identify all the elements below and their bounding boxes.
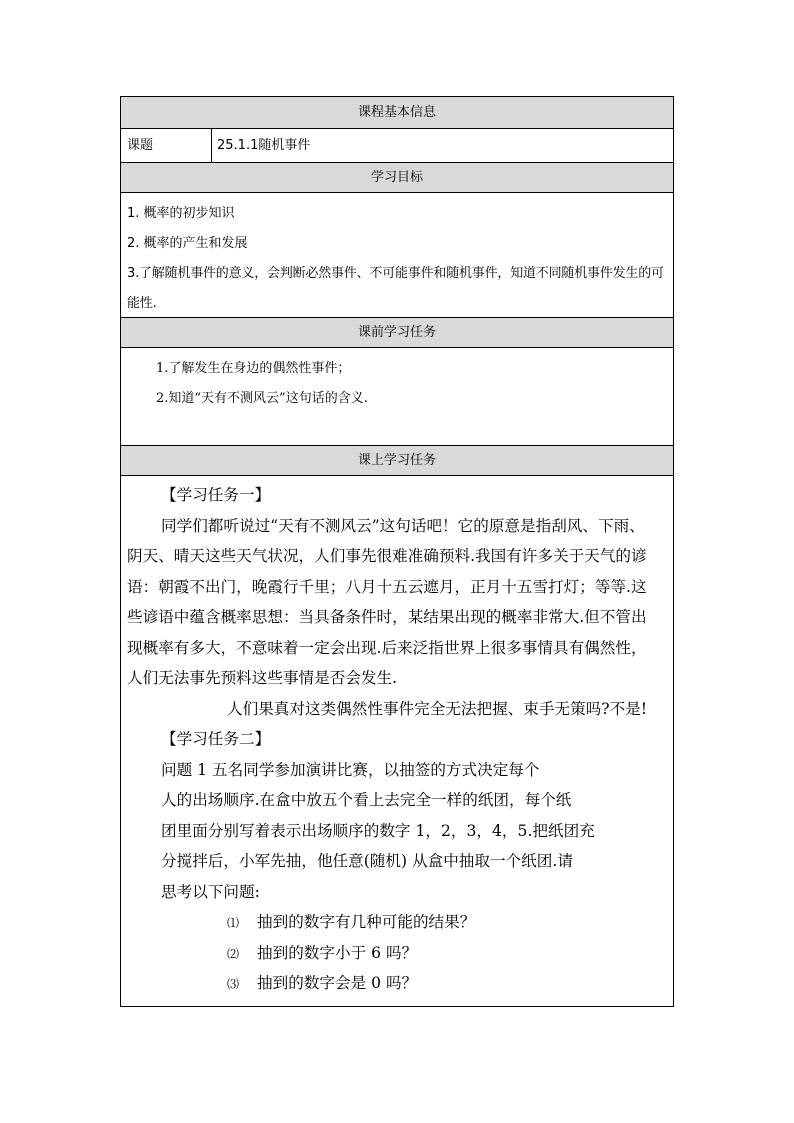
task1-paragraph-line: 些谚语中蕴含概率思想：当具备条件时，某结果出现的概率非常大.但不管出 (127, 608, 647, 626)
in-class-section (121, 476, 673, 1007)
question-item (127, 907, 667, 938)
objective-item: 3.了解随机事件的意义，会判断必然事件、不可能事件和随机事件，知道不同随机事件发生的可能性. (127, 266, 664, 311)
task2-paragraph-line: 团里面分别写着表示出场顺序的数字 1，2，3，4，5.把纸团充 (161, 821, 595, 840)
task1-paragraph-line: 同学们都听说过“天有不测风云”这句话吧！它的原意是指刮风、下雨、 (161, 516, 645, 535)
task1-paragraph-line: 语：朝霞不出门，晚霞行千里；八月十五云遮月，正月十五雪打灯；等等.这 (127, 577, 647, 596)
task1-question: 人们果真对这类偶然性事件完全无法把握、束手无策吗?不是! (227, 699, 648, 718)
pre-class-section (121, 348, 673, 446)
task1-paragraph-line: 阴天、晴天这些天气状况，人们事先很难准确预料.我国有许多关于天气的谚 (127, 547, 647, 565)
course-info-header: 课程基本信息 (121, 97, 673, 129)
task2-paragraph-line: 分搅拌后，小军先抽，他任意(随机) 从盒中抽取一个纸团.请 (161, 852, 573, 870)
task2-paragraph-line: 人的出场顺序.在盒中放五个看上去完全一样的纸团，每个纸 (161, 791, 572, 809)
objectives-section (121, 193, 673, 318)
pre-class-item: 1.了解发生在身边的偶然性事件； (156, 361, 351, 376)
objective-item: 2. 概率的产生和发展 (127, 236, 248, 251)
pre-class-header: 课前学习任务 (121, 318, 673, 348)
topic-label: 课题 (121, 129, 212, 162)
task1-paragraph-line: 人们无法事先预料这些事情是否会发生. (127, 669, 398, 687)
topic-row (121, 129, 673, 163)
question-item (127, 938, 667, 969)
lesson-plan-table (120, 96, 674, 1007)
question-item (127, 968, 667, 999)
task2-paragraph-line: 思考以下问题: (161, 882, 260, 901)
task1-paragraph-line: 现概率有多大，不意味着一定会出现.后来泛指世界上很多事情具有偶然性， (127, 638, 647, 657)
pre-class-item: 2.知道“天有不测风云”这句话的含义. (156, 391, 368, 406)
in-class-header: 课上学习任务 (121, 446, 673, 476)
topic-value: 25.1.1随机事件 (217, 138, 311, 153)
question-text: 抽到的数字小于 6 吗？ (257, 943, 418, 962)
question-text: 抽到的数字会是 0 吗？ (257, 974, 418, 992)
question-number: ⑴ (227, 916, 240, 930)
task1-title: 【学习任务一】 (161, 486, 271, 504)
task2-title: 【学习任务二】 (161, 730, 271, 748)
task2-paragraph-line: 问题 1 五名同学参加演讲比赛，以抽签的方式决定每个 (161, 760, 540, 779)
question-number: ⑵ (227, 946, 240, 961)
objectives-header: 学习目标 (121, 163, 673, 193)
question-text: 抽到的数字有几种可能的结果？ (257, 913, 476, 931)
objective-item: 1. 概率的初步知识 (127, 206, 235, 221)
question-number: ⑶ (227, 977, 240, 991)
